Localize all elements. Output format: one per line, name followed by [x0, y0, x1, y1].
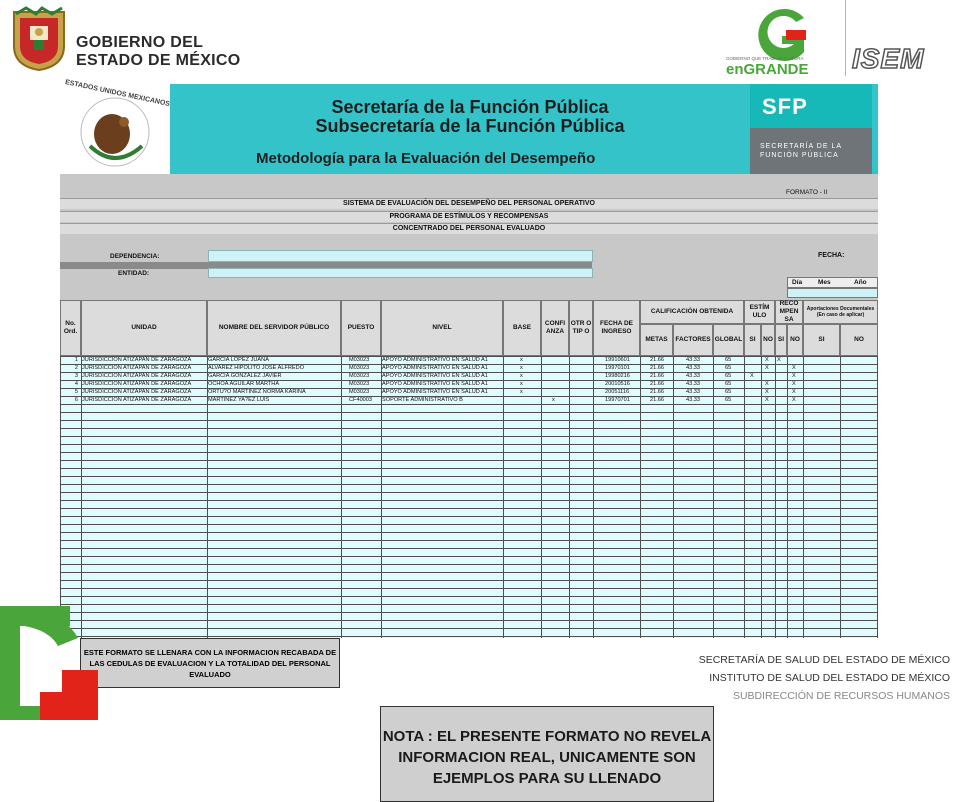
- grid-horizontal-line: [60, 436, 878, 437]
- g-brand-logo: [0, 606, 100, 720]
- grid-horizontal-line: [60, 540, 878, 541]
- table-cell-nivel: APOYO ADMINISTRATIVO EN SALUD A1: [382, 373, 488, 379]
- grid-horizontal-line: [60, 460, 878, 461]
- table-cell-metas: 21.66: [650, 373, 664, 379]
- programa-title: PROGRAMA DE ESTÍMULOS Y RECOMPENSAS: [60, 211, 878, 222]
- table-cell-global: 65: [725, 357, 732, 363]
- table-cell-global: 65: [725, 397, 732, 403]
- col-header-metas: METAS: [640, 324, 673, 356]
- grid-horizontal-line: [60, 636, 878, 637]
- table-cell-global: 65: [725, 365, 732, 371]
- grid-horizontal-line: [60, 532, 878, 533]
- table-cell-fecha: 20051116: [605, 389, 630, 395]
- table-cell-base: x: [520, 357, 523, 363]
- col-header-rec-no: NO: [787, 324, 803, 356]
- table-cell-base: x: [520, 381, 523, 387]
- table-cell-factores: 43.33: [686, 357, 700, 363]
- table-row: [60, 389, 878, 397]
- seal-text: ESTADOS UNIDOS MEXICANOS: [64, 78, 171, 109]
- grid-horizontal-line: [60, 516, 878, 517]
- engrande-wordmark: enGRANDE: [726, 61, 809, 78]
- table-cell-est-no: X: [765, 389, 769, 395]
- banner-title-line1: Secretaría de la Función Pública: [331, 97, 609, 117]
- fecha-label: FECHA:: [818, 252, 845, 259]
- table-cell-base: x: [520, 373, 523, 379]
- table-cell-rec-no: X: [792, 381, 796, 387]
- table-cell-factores: 43.33: [686, 373, 700, 379]
- col-header-aportaciones: Aportaciones Documentales (En caso de aplicar): [803, 300, 878, 324]
- table-cell-metas: 21.66: [650, 397, 664, 403]
- form-header-area: [60, 174, 878, 300]
- table-cell-nombre: GARCIA GONZALEZ JAVIER: [208, 373, 282, 379]
- table-cell-n: 1: [74, 357, 78, 363]
- grid-horizontal-line: [60, 548, 878, 549]
- table-cell-n: 6: [74, 397, 78, 403]
- gov-title: [76, 34, 241, 70]
- col-header-no: No. Ord.: [60, 300, 81, 356]
- table-cell-rec-si: X: [777, 357, 781, 363]
- table-cell-n: 5: [74, 389, 78, 395]
- table-cell-nivel: APOYO ADMINISTRATIVO EN SALUD A1: [382, 357, 488, 363]
- grid-horizontal-line: [60, 476, 878, 477]
- grid-horizontal-line: [60, 572, 878, 573]
- banner-subtitle: Metodología para la Evaluación del Desempeño: [256, 150, 596, 167]
- grid-horizontal-line: [60, 620, 878, 621]
- grid-horizontal-line: [60, 628, 878, 629]
- footer-line1: SECRETARÍA DE SALUD DEL ESTADO DE MÉXICO: [698, 654, 950, 666]
- col-header-calificacion: CALIFICACIÓN OBTENIDA: [640, 300, 744, 324]
- table-cell-rec-no: X: [792, 365, 796, 371]
- header-separator: [845, 0, 846, 76]
- grid-horizontal-line: [60, 580, 878, 581]
- table-cell-nivel: APOYO ADMINISTRATIVO EN SALUD A1: [382, 381, 488, 387]
- table-cell-rec-no: X: [792, 373, 796, 379]
- entidad-label: ENTIDAD:: [118, 270, 150, 277]
- table-cell-nivel: APOYO ADMINISTRATIVO EN SALUD A1: [382, 365, 488, 371]
- grid-horizontal-line: [60, 428, 878, 429]
- table-cell-unidad: JURISDICCION ATIZAPAN DE ZARAGOZA: [82, 365, 192, 371]
- col-header-unidad: UNIDAD: [81, 300, 207, 356]
- grid-horizontal-line: [60, 484, 878, 485]
- table-cell-fecha: 20010516: [605, 381, 630, 387]
- col-header-nombre: NOMBRE DEL SERVIDOR PÚBLICO: [207, 300, 341, 356]
- table-row: [60, 357, 878, 365]
- footer-credits: [699, 651, 950, 705]
- table-cell-metas: 21.66: [650, 357, 664, 363]
- formato-label: FORMATO - II: [786, 189, 828, 196]
- table-cell-fecha: 19980216: [605, 373, 630, 379]
- table-cell-global: 65: [725, 389, 732, 395]
- table-cell-base: x: [520, 389, 523, 395]
- mes-label: Mes: [818, 279, 831, 286]
- col-header-fecha: FECHA DE INGRESO: [593, 300, 640, 356]
- sfp-logo-box: [750, 84, 872, 174]
- col-header-puesto: PUESTO: [341, 300, 381, 356]
- grid-horizontal-line: [60, 468, 878, 469]
- grid-horizontal-line: [60, 420, 878, 421]
- engrande-logo: [724, 0, 834, 80]
- dependencia-field[interactable]: [208, 250, 593, 262]
- sfp-caption: SECRETARÍA DE LA FUNCIÓN PÚBLICA: [760, 143, 842, 159]
- banner-title-line2: Subsecretaría de la Función Pública: [315, 116, 625, 136]
- concentrado-title: CONCENTRADO DEL PERSONAL EVALUADO: [60, 223, 878, 234]
- table-cell-rec-no: X: [792, 389, 796, 395]
- table-cell-fecha: 19970101: [605, 365, 630, 371]
- gov-line1: GOBIERNO DEL: [76, 34, 204, 51]
- footer-line3: SUBDIRECCIÓN DE RECURSOS HUMANOS: [732, 690, 950, 702]
- table-cell-puesto: M03023: [349, 381, 370, 387]
- table-cell-nombre: OCHOA AGUILAR MARTHA: [208, 381, 280, 387]
- table-cell-factores: 43.33: [686, 381, 700, 387]
- table-cell-n: 2: [74, 365, 78, 371]
- table-cell-nombre: ORTU?O MARTINEZ NORMA KARINA: [208, 389, 306, 395]
- col-header-apt-no: NO: [840, 324, 878, 356]
- table-cell-fecha: 19970701: [605, 397, 630, 403]
- table-cell-unidad: JURISDICCION ATIZAPAN DE ZARAGOZA: [82, 357, 192, 363]
- table-cell-est-no: X: [765, 357, 769, 363]
- grid-horizontal-line: [60, 524, 878, 525]
- table-cell-n: 4: [74, 381, 78, 387]
- date-field[interactable]: [787, 288, 878, 298]
- table-cell-metas: 21.66: [650, 381, 664, 387]
- col-header-nivel: NIVEL: [381, 300, 503, 356]
- table-cell-nombre: ALVAREZ HIPOLITO JOSE ALFREDO: [208, 365, 305, 371]
- col-header-est-si: SI: [744, 324, 761, 356]
- dia-label: Día: [792, 279, 803, 286]
- col-header-apt-si: SI: [803, 324, 840, 356]
- col-header-estimulo: ESTÍM ULO: [744, 300, 775, 324]
- grid-horizontal-line: [60, 588, 878, 589]
- table-cell-factores: 43.33: [686, 397, 700, 403]
- table-cell-unidad: JURISDICCION ATIZAPAN DE ZARAGOZA: [82, 381, 192, 387]
- col-header-otro: OTR O TIP O: [569, 300, 593, 356]
- col-header-factores: FACTORES: [673, 324, 713, 356]
- table-cell-metas: 21.66: [650, 389, 664, 395]
- col-header-base: BASE: [503, 300, 541, 356]
- table-cell-n: 3: [74, 373, 78, 379]
- col-header-global: GLOBAL: [713, 324, 744, 356]
- table-row: [60, 365, 878, 373]
- table-cell-nombre: MARTINEZ YA?EZ LUIS: [208, 397, 270, 403]
- table-cell-nivel: SOPORTE ADMINISTRATIVO B: [382, 397, 463, 403]
- table-cell-nombre: GARCIA LOPEZ JUANA: [208, 357, 269, 363]
- sfp-logo: SFP: [762, 94, 808, 119]
- table-cell-global: 65: [725, 381, 732, 387]
- table-cell-rec-no: X: [792, 397, 796, 403]
- table-cell-metas: 21.66: [650, 365, 664, 371]
- table-cell-puesto: CF40003: [349, 397, 373, 403]
- grid-horizontal-line: [60, 612, 878, 613]
- table-cell-puesto: M03023: [349, 365, 370, 371]
- isem-logo: ISEM: [852, 43, 925, 74]
- date-header: [787, 277, 878, 288]
- disclaimer-note: NOTA : EL PRESENTE FORMATO NO REVELA INFORMACION REAL, UNICAMENTE SON EJEMPLOS PARA SU LLENADO: [380, 706, 714, 802]
- col-header-est-no: NO: [761, 324, 775, 356]
- col-header-rec-si: SI: [775, 324, 787, 356]
- entidad-field[interactable]: [208, 268, 593, 278]
- table-row: [60, 381, 878, 389]
- table-cell-factores: 43.33: [686, 389, 700, 395]
- table-cell-nivel: APOYO ADMINISTRATIVO EN SALUD A1: [382, 389, 488, 395]
- grid-horizontal-line: [60, 412, 878, 413]
- estado-de-mexico-seal: [8, 6, 70, 72]
- anio-label: Año: [854, 279, 867, 286]
- engrande-tagline: GOBIERNO QUE TRABAJA Y LOGRA: [726, 56, 804, 61]
- table-cell-est-no: X: [765, 381, 769, 387]
- col-header-confianza: CONFI ANZA: [541, 300, 569, 356]
- grid-horizontal-line: [60, 452, 878, 453]
- table-cell-factores: 43.33: [686, 365, 700, 371]
- sistema-title: SISTEMA DE EVALUACIÓN DEL DESEMPEÑO DEL PERSONAL OPERATIVO: [60, 198, 878, 209]
- table-cell-unidad: JURISDICCION ATIZAPAN DE ZARAGOZA: [82, 397, 192, 403]
- table-cell-est-no: X: [765, 397, 769, 403]
- instruction-note: ESTE FORMATO SE LLENARA CON LA INFORMACION RECABADA DE LAS CEDULAS DE EVALUACION Y LA TOTALIDAD DEL PERSONAL EVALUADO: [80, 638, 340, 688]
- table-cell-puesto: M03023: [349, 389, 370, 395]
- gov-line2: ESTADO DE MÉXICO: [76, 52, 241, 69]
- grid-horizontal-line: [60, 500, 878, 501]
- table-cell-base: x: [520, 365, 523, 371]
- table-cell-global: 65: [725, 373, 732, 379]
- grid-horizontal-line: [60, 508, 878, 509]
- table-cell-fecha: 19910601: [605, 357, 630, 363]
- dependencia-label: DEPENDENCIA:: [110, 253, 160, 260]
- grid-horizontal-line: [60, 564, 878, 565]
- grid-horizontal-line: [60, 556, 878, 557]
- table-cell-unidad: JURISDICCION ATIZAPAN DE ZARAGOZA: [82, 373, 192, 379]
- table-cell-conf: x: [552, 397, 555, 403]
- footer-line2: INSTITUTO DE SALUD DEL ESTADO DE MÉXICO: [709, 672, 950, 684]
- grid-horizontal-line: [60, 604, 878, 605]
- grid-horizontal-line: [60, 444, 878, 445]
- grid-horizontal-line: [60, 596, 878, 597]
- table-cell-puesto: M03023: [349, 357, 370, 363]
- col-header-recompensa: RECO MPEN SA: [775, 300, 803, 324]
- table-cell-est-no: X: [765, 365, 769, 371]
- grid-horizontal-line: [60, 492, 878, 493]
- table-row: [60, 373, 878, 381]
- table-cell-unidad: JURISDICCION ATIZAPAN DE ZARAGOZA: [82, 389, 192, 395]
- banner-title: [260, 98, 680, 136]
- mexico-national-seal: [60, 78, 171, 174]
- table-cell-est-si: X: [750, 373, 754, 379]
- table-cell-puesto: M03023: [349, 373, 370, 379]
- table-row: [60, 397, 878, 405]
